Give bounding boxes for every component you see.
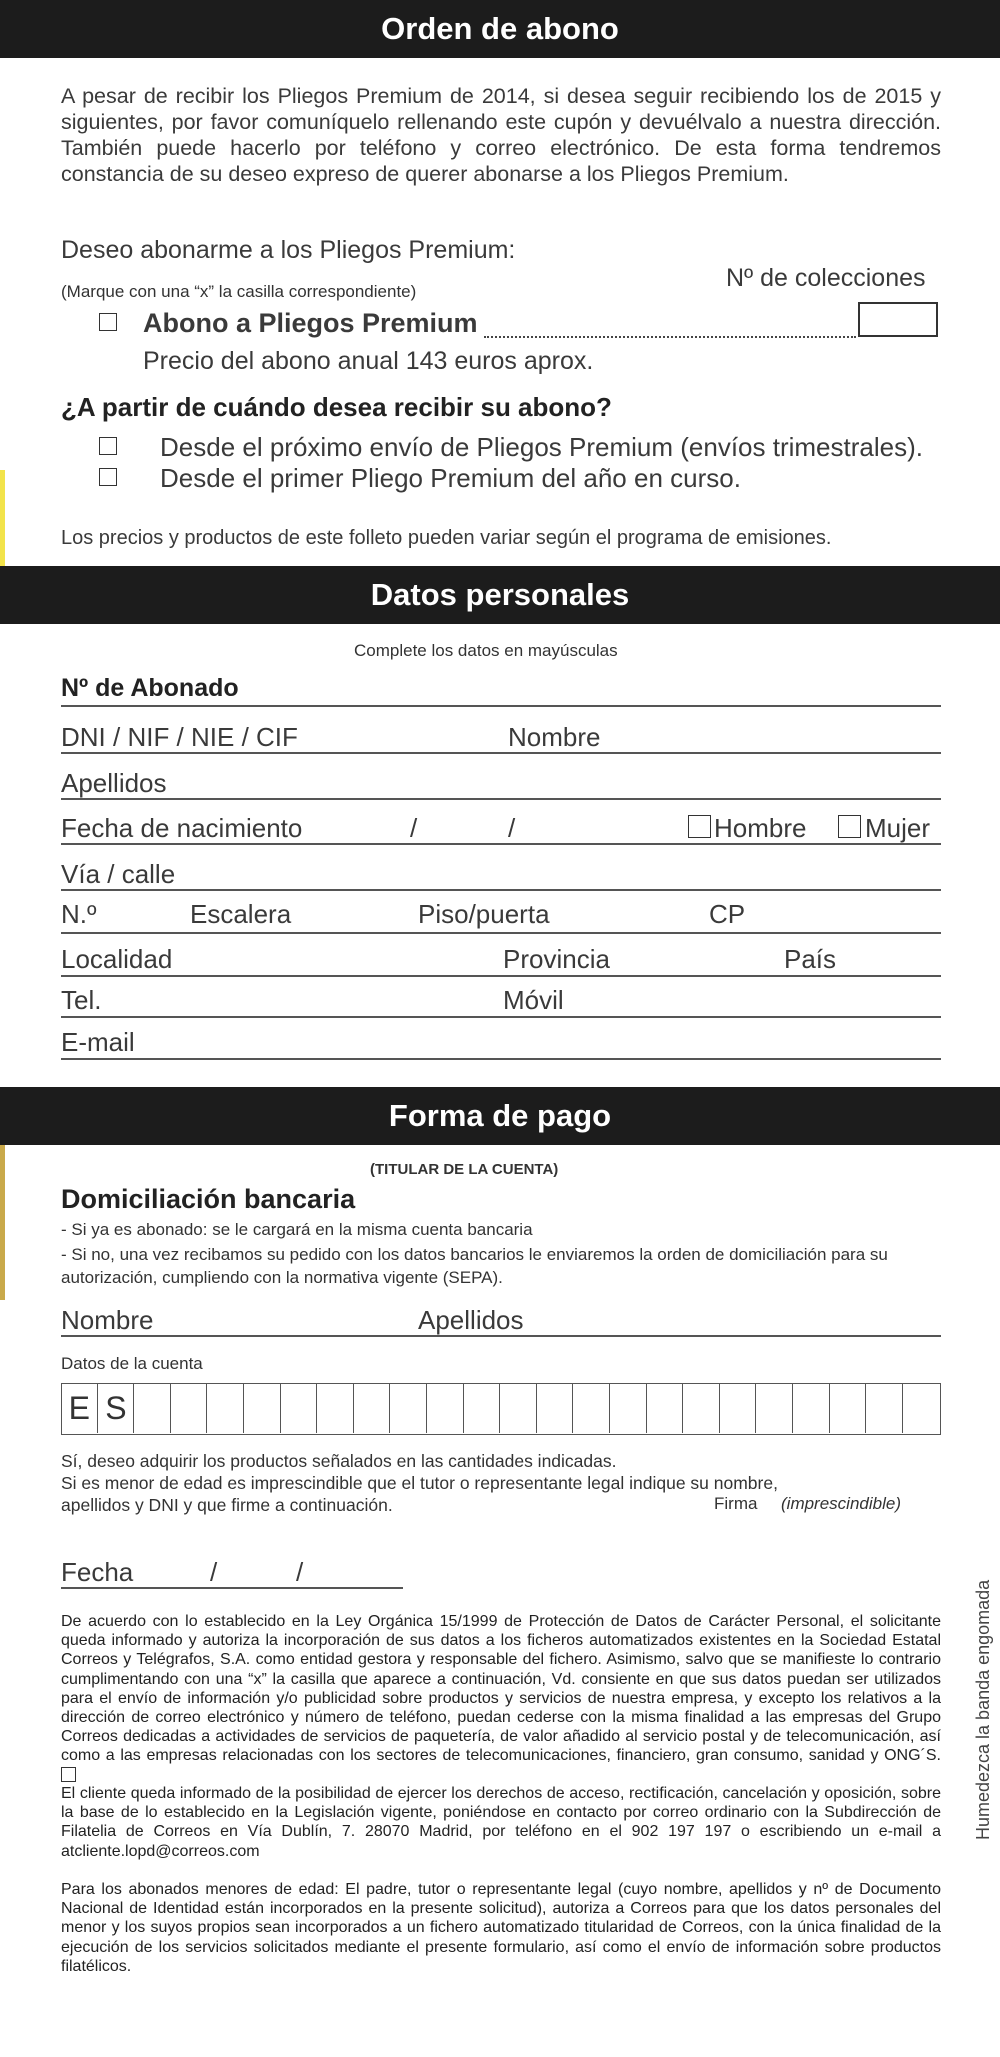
abono-checkbox[interactable] — [99, 313, 117, 331]
nombre-label: Nombre — [508, 722, 601, 752]
direccion-field[interactable] — [61, 932, 941, 934]
legal-paragraph-1: De acuerdo con lo establecido en la Ley Orgánica 15/1999 de Protección de Datos de Carácter Personal, el solicitante queda informado y autoriza la incorporación de sus datos a los ficheros automatizados existentes en la Sociedad Estatal Correos y Telégrafos, S.A. como entidad gestora y responsable del fichero. Asimismo, salvo que se manifieste lo contrario cumplimentando con una “x” la casilla que aparece a continuación, Vd. consiente en que sus datos puedan ser utilizados para el envío de información y/o publicidad sobre productos y servicios de nuestra empresa, y excepto los relativos a la dirección de correo electrónico y número de teléfono, puedan cederse con la misma finalidad a las empresas del Grupo Correos dedicadas a actividades de servicios de paquetería, de valor añadido al servicio postal y de telecomunicación, así como a las empresas relacionadas con los sectores de telecomunicaciones, financiero, gran consumo, sanidad y ONG´S. — [61, 1612, 941, 1785]
tel-label: Tel. — [61, 985, 102, 1015]
precio-label: Precio del abono anual 143 euros aprox. — [143, 347, 594, 375]
header-bar-orden — [0, 0, 1000, 58]
question-heading: ¿A partir de cuándo desea recibir su abono? — [61, 392, 612, 422]
provincia-label: Provincia — [503, 944, 610, 974]
iban-cell[interactable] — [465, 1384, 501, 1433]
apellidos-label: Apellidos — [61, 768, 167, 798]
abono-label: Abono a Pliegos Premium — [143, 308, 478, 338]
marque-hint: (Marque con una “x” la casilla correspondiente) — [61, 282, 417, 301]
iban-cell[interactable] — [831, 1384, 867, 1433]
iban-cell[interactable] — [721, 1384, 757, 1433]
domiciliacion-heading: Domiciliación bancaria — [61, 1184, 356, 1214]
section-title-datos: Datos personales — [370, 577, 630, 612]
iban-cell[interactable] — [172, 1384, 208, 1433]
domiciliacion-note-2: - Si no, una vez recibamos su pedido con los datos bancarios le enviaremos la orden de domiciliación para su autorización, cumpliendo con la normativa vigente (SEPA). — [61, 1245, 888, 1287]
domiciliacion-note-1: - Si ya es abonado: se le cargará en la misma cuenta bancaria — [61, 1220, 533, 1239]
colecciones-label: Nº de colecciones — [726, 264, 926, 292]
disclaimer-text: Los precios y productos de este folleto pueden variar según el programa de emisiones. — [61, 527, 832, 549]
hombre-label: Hombre — [714, 813, 807, 843]
mayusculas-hint: Complete los datos en mayúsculas — [354, 641, 618, 660]
ong-opt-out-checkbox[interactable] — [61, 1767, 76, 1782]
iban-cell[interactable] — [867, 1384, 903, 1433]
iban-cell[interactable] — [611, 1384, 647, 1433]
iban-cell[interactable] — [245, 1384, 281, 1433]
movil-label: Móvil — [503, 985, 564, 1015]
iban-cell[interactable] — [757, 1384, 793, 1433]
cp-label: CP — [709, 899, 746, 929]
date-slash: / — [410, 813, 418, 843]
consent-line-2: Si es menor de edad es imprescindible que el tutor o representante legal indique su nombre, — [61, 1473, 778, 1493]
fecha-field[interactable] — [61, 843, 941, 845]
intro-paragraph: A pesar de recibir los Pliegos Premium de 2014, si desea seguir recibiendo los de 2015 y siguientes, por favor comuníquelo rellenando este cupón y devuélvalo a nuestra dirección. También puede hacerlo por teléfono y correo electrónico. De esta forma tendremos constancia de su deseo expreso de querer abonarse a los Pliegos Premium. — [61, 84, 941, 186]
piso-label: Piso/puerta — [418, 899, 550, 929]
datos-cuenta-label: Datos de la cuenta — [61, 1354, 203, 1373]
titular-apellidos-label: Apellidos — [418, 1305, 524, 1335]
imprescindible-label: (imprescindible) — [781, 1494, 901, 1513]
titular-label: (TITULAR DE LA CUENTA) — [370, 1161, 559, 1178]
iban-cell[interactable] — [538, 1384, 574, 1433]
numero-label: N.º — [61, 899, 97, 929]
option-checkbox-next[interactable] — [99, 437, 117, 455]
consent-line-3: apellidos y DNI y que firme a continuación. — [61, 1495, 393, 1515]
iban-cell[interactable] — [355, 1384, 391, 1433]
option-checkbox-current-year[interactable] — [99, 468, 117, 486]
iban-cell[interactable] — [318, 1384, 354, 1433]
iban-cell[interactable] — [135, 1384, 171, 1433]
firma-label: Firma — [714, 1494, 758, 1513]
dni-nombre-field[interactable] — [61, 752, 941, 754]
iban-cell[interactable] — [428, 1384, 464, 1433]
iban-cell[interactable] — [794, 1384, 830, 1433]
option-label-current-year: Desde el primer Pliego Premium del año en curso. — [160, 463, 741, 493]
fecha-label: Fecha — [61, 1557, 134, 1587]
iban-cell[interactable] — [648, 1384, 684, 1433]
telefono-field[interactable] — [61, 1016, 941, 1018]
pais-label: País — [784, 944, 837, 974]
mujer-checkbox[interactable] — [838, 815, 861, 838]
email-field[interactable] — [61, 1058, 941, 1060]
header-bar-pago — [0, 1087, 1000, 1145]
titular-nombre-label: Nombre — [61, 1305, 154, 1335]
colecciones-input[interactable] — [858, 302, 938, 337]
apellidos-field[interactable] — [61, 798, 941, 800]
iban-cell[interactable]: S — [99, 1384, 135, 1433]
dotted-leader — [484, 336, 856, 338]
abonado-label: Nº de Abonado — [61, 674, 239, 702]
iban-cell[interactable] — [501, 1384, 537, 1433]
escalera-label: Escalera — [190, 899, 292, 929]
iban-cell[interactable]: E — [62, 1384, 98, 1433]
iban-cell[interactable] — [684, 1384, 720, 1433]
date-slash: / — [508, 813, 516, 843]
via-label: Vía / calle — [61, 859, 176, 889]
iban-cell[interactable] — [391, 1384, 427, 1433]
option-label-next: Desde el próximo envío de Pliegos Premium (envíos trimestrales). — [160, 432, 923, 462]
localidad-field[interactable] — [61, 975, 941, 977]
iban-cell[interactable] — [574, 1384, 610, 1433]
side-note: Humedezca la banda engomada — [973, 1579, 993, 1840]
fecha-slash: / — [296, 1557, 304, 1587]
email-label: E-mail — [61, 1027, 135, 1057]
deseo-label: Deseo abonarme a los Pliegos Premium: — [61, 236, 516, 264]
mujer-label: Mujer — [865, 813, 931, 843]
section-title-orden: Orden de abono — [381, 11, 619, 46]
fecha-nacimiento-label: Fecha de nacimiento — [61, 813, 303, 843]
iban-cell[interactable] — [282, 1384, 318, 1433]
fecha-field[interactable] — [61, 1587, 403, 1589]
legal-paragraph-2: El cliente queda informado de la posibilidad de ejercer los derechos de acceso, rectificación, cancelación y oposición, sobre la base de lo establecido en la Legislación vigente, poniéndose en contacto por correo ordinario con la Subdirección de Filatelia de Correos en Vía Dublín, 7. 28070 Madrid, por teléfono en el 902 197 197 o escribiendo un e-mail a atcliente.lopd@correos.com — [61, 1785, 941, 1860]
abonado-field[interactable] — [61, 705, 941, 707]
localidad-label: Localidad — [61, 944, 173, 974]
iban-input-box[interactable] — [61, 1383, 941, 1435]
section-title-pago: Forma de pago — [388, 1098, 612, 1133]
fecha-slash: / — [210, 1557, 218, 1587]
iban-cell[interactable] — [904, 1384, 940, 1433]
iban-cell[interactable] — [208, 1384, 244, 1433]
dni-label: DNI / NIF / NIE / CIF — [61, 722, 298, 752]
legal-paragraph-3: Para los abonados menores de edad: El padre, tutor o representante legal (cuyo nombre, apellidos y nº de Documento Nacional de Identidad están incorporados en la presente solicitud), autoriza a Correos para que los datos personales del menor y los suyos propios sean incorporados a un fichero automatizado titularidad de Correos, con la única finalidad de la ejecución de los servicios solicitados mediante el presente formulario, así como el envío de información sobre productos filatélicos. — [61, 1881, 941, 1975]
consent-line-1: Sí, deseo adquirir los productos señalados en las cantidades indicadas. — [61, 1451, 617, 1471]
via-field[interactable] — [61, 889, 941, 891]
header-bar-datos — [0, 566, 1000, 624]
titular-field[interactable] — [61, 1335, 941, 1337]
hombre-checkbox[interactable] — [688, 815, 711, 838]
